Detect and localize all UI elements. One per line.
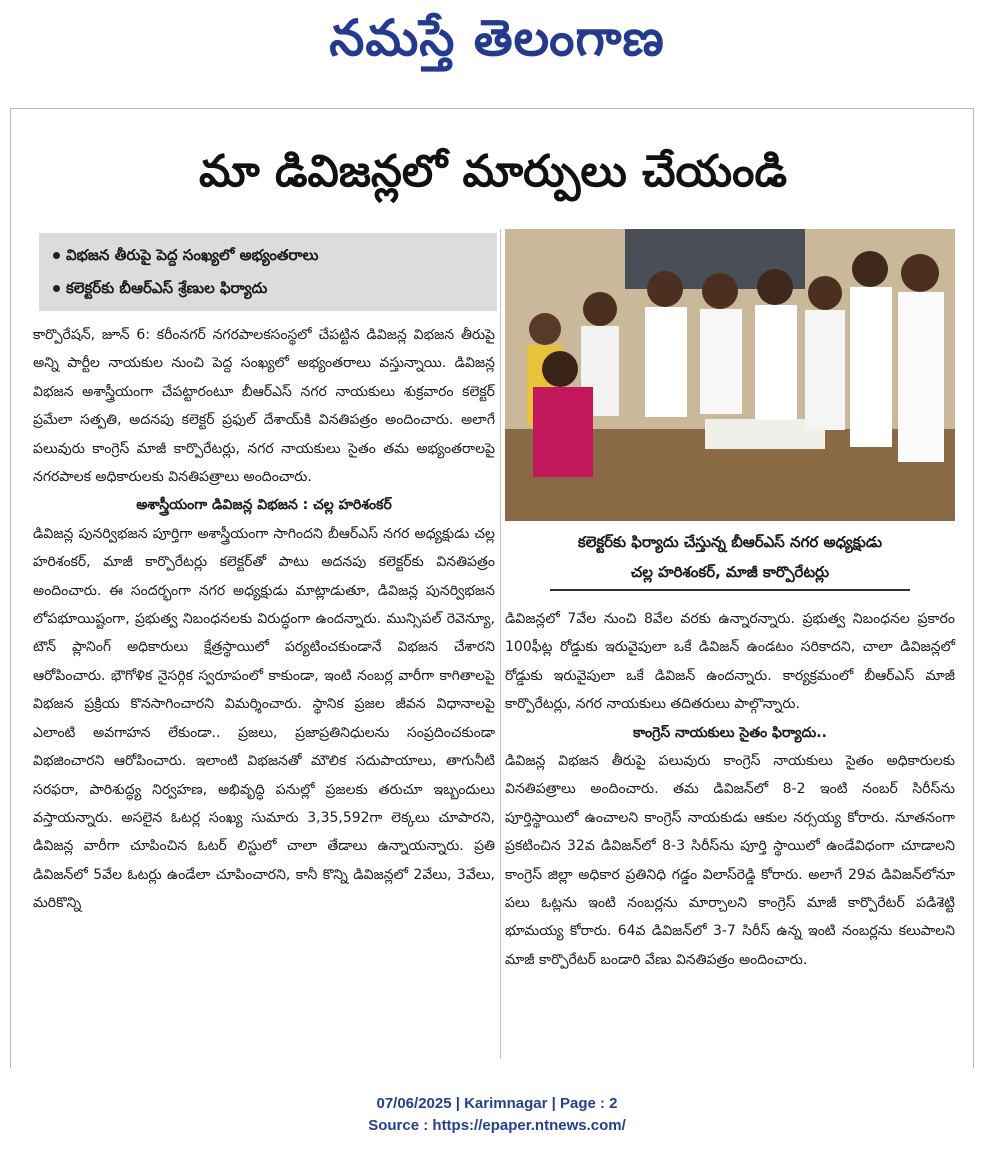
highlight-box [39, 233, 497, 311]
caption-underline [550, 589, 910, 591]
bullet-icon [53, 285, 60, 292]
source-link[interactable]: Source : https://epaper.ntnews.com/ [368, 1117, 626, 1134]
highlight-item: కలెక్టర్‌కు బీఆర్‌ఎస్ శ్రేణుల ఫిర్యాదు [53, 272, 483, 305]
caption-line: కలెక్టర్‌కు ఫిర్యాదు చేస్తున్న బీఆర్‌ఎస్ నగర అధ్యక్షుడు [577, 533, 883, 551]
photo-illustration [505, 229, 955, 521]
article-paragraph: డివిజన్లలో 7వేల నుంచి 8వేల వరకు ఉన్నారన్నారు. ప్రభుత్వ నిబంధనల ప్రకారం 100ఫీట్ల రోడ్డుకు ఇరువైపులా ఒకే డివిజన్ ఉండటం సరికాదని, చాలా డివిజన్లలో రోడ్డుకు ఇరువైపులా ఒకే డివిజన్ ఉందన్నారు. కార్యక్రమంలో బీఆర్‌ఎస్ మాజీ కార్పొరేటర్లు, నగర నాయకులు తదితరులు పాల్గొన్నారు. [505, 611, 955, 713]
page-footer [0, 1093, 994, 1137]
article-frame [10, 108, 974, 1068]
bullet-icon [53, 252, 60, 259]
column-divider [500, 229, 501, 1059]
news-photo [505, 229, 955, 521]
article-intro: కార్పొరేషన్, జూన్ 6: కరీంనగర్ నగరపాలకసంస్థలో చేపట్టిన డివిజన్ల విభజన తీరుపై అన్ని పార్టీల నాయకుల నుంచి పెద్ద సంఖ్యలో అభ్యంతరాలు వస్తున్నాయి. డివిజన్ల విభజన అశాస్త్రీయంగా చేపట్టారంటూ బీఆర్‌ఎస్ నగర నాయకులు శుక్రవారం కలెక్టర్ ప్రమేలా సత్పతి, అదనపు కలెక్టర్ ప్రఫుల్ దేశాయ్‌కి వినతిపత్రం అందించారు. అలాగే పలువురు కాంగ్రెస్ మాజీ కార్పొరేటర్లు, నగర నాయకులు సైతం తమ అభ్యంతరాలపై నగరపాలక అధికారులకు వినతిపత్రాలు అందించారు. [33, 327, 495, 486]
right-column [505, 605, 955, 974]
edition-info: 07/06/2025 | Karimnagar | Page : 2 [376, 1095, 618, 1112]
subheading-congress: కాంగ్రెస్ నాయకులు సైతం ఫిర్యాదు.. [633, 724, 827, 741]
article-headline: మా డివిజన్లలో మార్పులు చేయండి [198, 146, 788, 197]
newspaper-masthead: నమస్తే తెలంగాణ [329, 8, 665, 67]
photo-caption [505, 527, 955, 591]
article-paragraph: డివిజన్ల విభజన తీరుపై పలువురు కాంగ్రెస్ నాయకులు సైతం అధికారులకు వినతిపత్రాలు అందించారు. తమ డివిజన్‌లో 8-2 ఇంటి నంబర్ సిరీస్‌ను పూర్తిస్థాయిలో ఉంచాలని కాంగ్రెస్ నాయకుడు ఆకుల నర్సయ్య కోరారు. నూతనంగా ప్రకటించిన 32వ డివిజన్‌లో 8-3 సిరీస్‌ను పూర్తి స్థాయిలో ఉండేవిధంగా చూడాలని కాంగ్రెస్ జిల్లా అధికార ప్రతినిధి గడ్డం విలాస్‌రెడ్డి కోరారు. అలాగే 29వ డివిజన్‌లోనూ పలు ఓట్లను ఇంటి నంబర్లను మార్చాలని కాంగ్రెస్ మాజీ కార్పొరేటర్ పడిశెట్టి భూమయ్య కోరారు. 64వ డివిజన్‌లో 3-7 సిరీస్ ఉన్న ఇంటి నంబర్లను కలుపాలని మాజీ కార్పొరేటర్ బండారి వేణు వినతిపత్రం అందించారు. [505, 753, 955, 968]
subheading-challa: అశాస్త్రీయంగా డివిజన్ల విభజన : చల్ల హరిశంకర్ [136, 497, 392, 514]
caption-line: చల్ల హరిశంకర్, మాజీ కార్పొరేటర్లు [630, 563, 830, 581]
left-column [33, 321, 495, 918]
highlight-item: విభజన తీరుపై పెద్ద సంఖ్యలో అభ్యంతరాలు [53, 239, 483, 272]
article-paragraph: డివిజన్ల పునర్విభజన పూర్తిగా అశాస్త్రీయంగా సాగిందని బీఆర్‌ఎస్ నగర అధ్యక్షుడు చల్ల హరిశంకర్, మాజీ కార్పొరేటర్లు కలెక్టర్‌తో పాటు అదనపు కలెక్టర్‌కు వినతిపత్రం అందించారు. ఈ సందర్భంగా నగర అధ్యక్షుడు మాట్లాడుతూ, డివిజన్ల పునర్విభజన లోపభూయిష్టంగా, ప్రభుత్వ నిబంధనలకు విరుద్ధంగా ఉందన్నారు. మున్సిపల్ రెవెన్యూ, టౌన్ ప్లానింగ్ అధికారులు క్షేత్రస్థాయిలో పర్యటించకుండానే విభజన చేశారని ఆరోపించారు. భౌగోళిక నైసర్గిక స్వరూపంలో కాకుండా, ఇంటి నంబర్ల వారీగా కాగితాలపై విభజన ప్రక్రియ కొనసాగించారని విమర్శించారు. స్థానిక ప్రజల జీవన విధానాలపై ఎలాంటి అవగాహన లేకుండా.. ప్రజలు, ప్రజాప్రతినిధులను సంప్రదించకుండా విభజించారని ఆరోపించారు. ఇలాంటి విభజనతో మౌలిక సదుపాయాలు, తాగునీటి సరఫరా, పారిశుద్ధ్య నిర్వహణ, అభివృద్ధి పనుల్లో ప్రజలకు తరుచూ ఇబ్బందులు వస్తాయన్నారు. అసలైన ఓటర్ల సంఖ్య సుమారు 3,35,592గా లెక్కలు చూపారని, డివిజన్ల వారీగా చూపించిన ఓటర్ లిస్టులో చాలా తేడాలు ఉన్నాయన్నారు. ప్రతి డివిజన్‌లో 5వేల ఓటర్లు ఉండేలా చూపించారని, కానీ కొన్ని డివిజన్లలో 2వేలు, 3వేలు, మరికొన్ని [33, 525, 495, 912]
